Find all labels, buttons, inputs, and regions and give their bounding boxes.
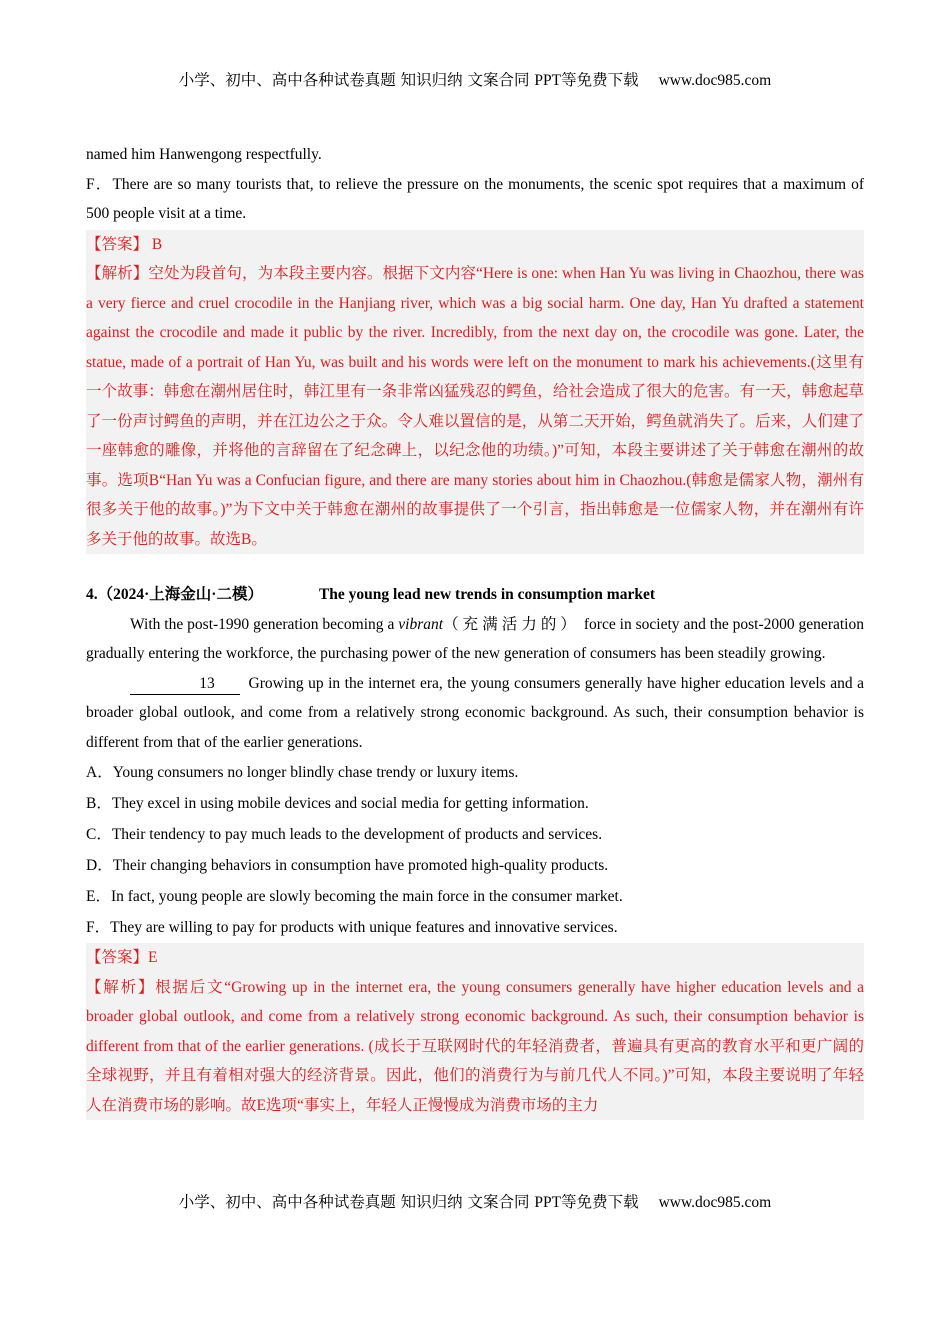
option-e: E．In fact, young people are slowly becoming the main force in the consumer market. (86, 888, 623, 905)
option-f: F．They are willing to pay for products with unique features and innovative services. (86, 919, 618, 936)
page-header (0, 68, 950, 90)
passage-title: The young lead new trends in consumption market (318, 586, 655, 603)
paragraph-2-text: Growing up in the internet era, the young consumers generally have higher education levels and a broader global outlook, and come from a relatively strong economic background. As such, their consumption behavior is different from that of the earlier generations. (86, 674, 864, 751)
analysis-label: 【解析】 (86, 265, 149, 282)
header-url[interactable]: www.doc985.com (658, 72, 772, 89)
options-list (86, 757, 864, 943)
header-text: 小学、初中、高中各种试卷真题 知识归纳 文案合同 PPT等免费下载 (178, 72, 639, 89)
option-a: A．Young consumers no longer blindly chase trendy or luxury items. (86, 764, 519, 781)
answer-label: 【答案】 (86, 949, 149, 966)
prev-answer (86, 230, 864, 260)
vibrant-gloss: （充满活力的） (443, 615, 580, 633)
option-b: B．They excel in using mobile devices and social media for getting information. (86, 795, 589, 812)
intro-text-a: With the post-1990 generation becoming a (130, 615, 399, 633)
question-number-source: 4.（2024·上海金山·二模） (86, 586, 263, 603)
vibrant-word: vibrant (398, 615, 444, 633)
question-heading (86, 580, 864, 610)
analysis-label: 【解析】 (86, 978, 156, 996)
answer-value: E (148, 949, 158, 966)
footer-url[interactable]: www.doc985.com (658, 1194, 772, 1211)
prev-answer-box (86, 230, 864, 555)
page-footer (0, 1190, 950, 1212)
analysis-text: 根据后文“Growing up in the internet era, the young consumers generally have higher education levels and a broader global outlook, and come from a relatively strong economic background. As such, their consumption behavior is different from that of the earlier generations. (成长于互联网时代的年轻消费者，普遍具有更高的教育水平和更广阔的全球视野，并且有着相对强大的经济背景。因此，他们的消费行为与前几代人不同。)”可知，本段主要说明了年轻人在消费市场的影响。故E选项“事实上，年轻人正慢慢成为消费市场的主力 (86, 978, 864, 1114)
prev-analysis (86, 259, 864, 554)
answer-blank[interactable]: 13 (130, 674, 240, 695)
prev-continuation: named him Hanwengong respectfully. (86, 146, 322, 163)
prev-option-f: F．There are so many tourists that, to relieve the pressure on the monuments, the scenic spot requires that a maximum of 500 people visit at a time. (86, 175, 864, 222)
answer-label: 【答案】 (86, 235, 149, 253)
passage-intro (86, 610, 864, 669)
analysis-text: 空处为段首句，为本段主要内容。根据下文内容“Here is one: when Han Yu was living in Chaozhou, there was a very fierce and cruel crocodile in the Hanjiang river, which was a big social harm. One day, Han Yu drafted a statement against the crocodile and made it public by the river. Incredibly, from the next day on, the crocodile was gone. Later, the statue, made of a portrait of Han Yu, was built and his words were left on the monument to mark his achievements.(这里有一个故事：韩愈在潮州居住时，韩江里有一条非常凶猛残忍的鳄鱼，给社会造成了很大的危害。有一天，韩愈起草了一份声讨鳄鱼的声明，并在江边公之于众。令人难以置信的是，从第二天开始，鳄鱼就消失了。后来，人们建了一座韩愈的雕像，并将他的言辞留在了纪念碑上，以纪念他的功绩。)”可知，本段主要讲述了关于韩愈在潮州的故事。选项B“Han Yu was a Confucian figure, and there are many stories about him in Chaozhou.(韩愈是儒家人物，潮州有很多关于他的故事。)”为下文中关于韩愈在潮州的故事提供了一个引言，指出韩愈是一位儒家人物，并在潮州有许多关于他的故事。故选B。 (86, 265, 864, 548)
option-c: C．Their tendency to pay much leads to the development of products and services. (86, 826, 603, 843)
option-d: D．Their changing behaviors in consumption have promoted high-quality products. (86, 857, 609, 874)
q4-answer-box (86, 943, 864, 1120)
answer-value: B (148, 235, 163, 253)
document-body (86, 140, 864, 1120)
q4-analysis (86, 973, 864, 1121)
passage-paragraph-2 (86, 669, 864, 758)
q4-answer (86, 943, 864, 973)
intro-text-b: force in society and the post-2000 generation gradually entering the workforce, the purchasing power of the new generation of consumers has been steadily growing. (86, 615, 864, 662)
footer-text: 小学、初中、高中各种试卷真题 知识归纳 文案合同 PPT等免费下载 (178, 1194, 639, 1211)
